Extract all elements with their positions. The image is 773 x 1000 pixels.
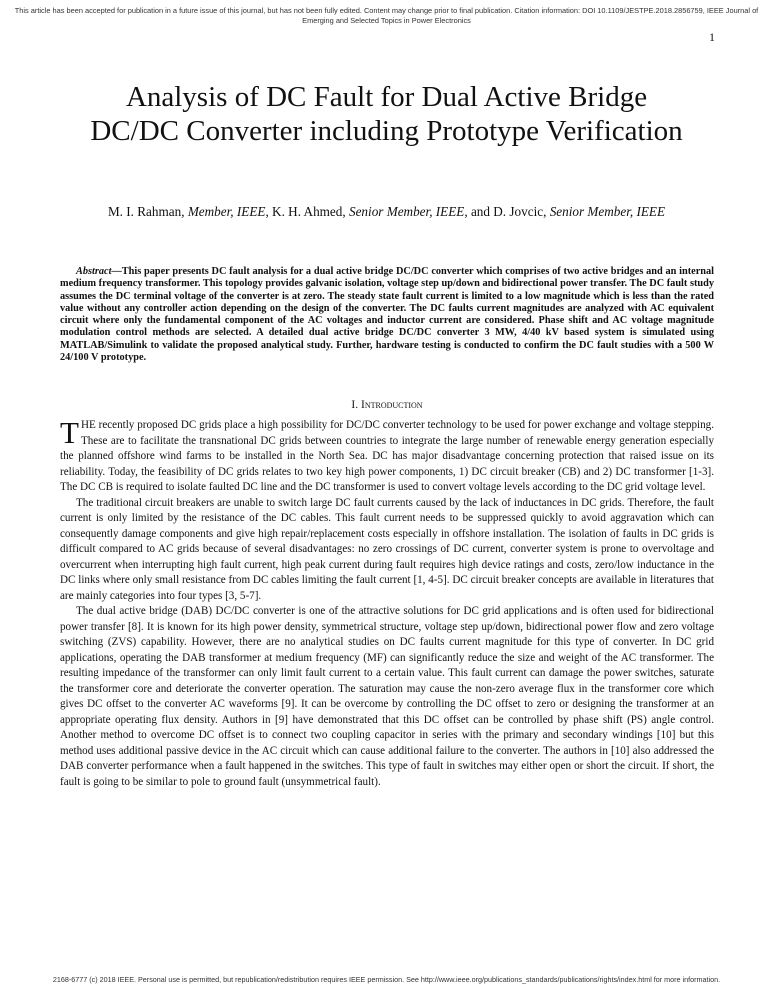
page-number: 1 [709,30,715,44]
section-number: I. [351,399,359,411]
paragraph: The dual active bridge (DAB) DC/DC converter is one of the attractive solutions for DC grid applications and is often used for bidirectional power transfer [8]. It is known for its high power density, symmetrical structure, voltage step up/down, bidirectional power flow and zero voltage switching (ZVS) capability. However, there are no analytical studies on DC faults current magnitude for this type of converter. In DC grid applications, operating the DAB transformer at medium frequency (MF) can significantly reduce the size and weight of the AC transformer. The resulting impedance of the transformer can only limit fault current to a certain value. This fault current can damage the power switches, saturate the transformer core and deteriorate the converter operation. The saturation may cause the non-zero average flux in the transformer core which gives DC offset to the converter AC waveforms [9]. It can be overcome by controlling the DC offset to zero or designing the transformer at an appropriate operating flux density. Authors in [9] have demonstrated that this DC offset can be controlled by phase shift (PS) angle control. Another method to overcome DC offset is to connect two coupling capacitor in series with the primary and secondary windings [10] but this method uses additional passive device in the AC circuit which can cause additional failure to the converter. The authors in [10] also addressed the DAB converter performance when a fault happened in the switches. This type of fault in switches may either open or short the circuit. If short, the fault is going to be similar to pole to ground fault (unsymmetrical fault). [60,605,714,788]
author-name: D. Jovcic [493,204,544,219]
author-name: K. H. Ahmed [272,204,343,219]
author-name: M. I. Rahman [107,204,182,219]
abstract-text: This paper presents DC fault analysis for a dual active bridge DC/DC converter which comprises of two active bridges and an internal medium frequency transformer. This topology provides galvanic isolation, voltage step up/down and bidirectional power transfer. The DC fault study assumes the DC terminal voltage of the converter is at zero. The steady state fault current is limited to a low magnitude which is less than the rated value without any controller action depending on the design of the converter. The DC faults current magnitudes are analyzed with AC equivalent circuit where only the fundamental component of the AC voltages and inductor current are considered. Phase shift and AC voltage magnitude modulation control methods are selected. A detailed dual active bridge DC/DC converter 3 MW, 4/40 kV based system is simulated using MATLAB/Simulink to validate the proposed analytical study. Further, hardware testing is conducted to confirm the DC fault studies with a 500 W 24/100 V prototype. [60,266,714,364]
abstract-label: Abstract— [76,266,122,277]
paragraph: THE recently proposed DC grids place a high possibility for DC/DC converter technology to be used for power exchange and voltage stepping. These are to facilitate the transnational DC grids between countries to integrate the large number of renewable energy generation especially the planned offshore wind farms to be installed in the North Sea. DC has major disadvantage concerning protection that raised issue on its reliability. Today, the feasibility of DC grids relates to two key high power components, 1) DC circuit breaker (CB) and 2) DC transformer [1-3]. The DC CB is required to isolate faulted DC line and the DC transformer is used to convert voltage levels according to the DC grid voltage level. [60,415,714,493]
publication-notice: This article has been accepted for publication in a future issue of this journal, but has not been fully edited. Content may change prior to final publication. Citation information: DOI 10.1109/JESTPE.2018.2856759, IEEE Journal of Emerging and Selected Topics in Power Electronics [14,6,759,25]
paper-title: Analysis of DC Fault for Dual Active Bridge DC/DC Converter including Prototype Verification [90,81,683,147]
body-text [60,415,714,790]
abstract [60,266,714,364]
section-title: Introduction [360,399,423,411]
author-role: Senior Member, IEEE [348,204,465,219]
author-list: M. I. Rahman, Member, IEEE, K. H. Ahmed, Senior Member, IEEE, and D. Jovcic, Senior Member, IEEE [107,204,666,219]
copyright-footer: 2168-6777 (c) 2018 IEEE. Personal use is permitted, but republication/redistribution requires IEEE permission. See http://www.ieee.org/publications_standards/publications/rights/index.html for more information. [52,975,721,984]
drop-cap: T [60,415,79,450]
author-role: Member, IEEE [187,204,266,219]
section-heading [60,399,714,411]
paragraph: The traditional circuit breakers are unable to switch large DC fault currents caused by the lack of inductances in DC grids. Therefore, the fault current is only limited by the resistance of the DC cables. This fault current needs to be suppressed quickly to avoid aggravation which can consequently damage components and give high repair/replacement costs especially in offshore installation. The isolation of faults in DC grids is difficult compared to AC grids because of several disadvantages: no zero crossings of DC current, converter system is prone to overvoltage and overcurrent when interrupting high fault current, high peak current during fault requires high device ratings and costs, zero/low inductance in the DC links where only small resistance from DC cables limiting the fault current [1, 4-5]. DC circuit breaker concepts are available in literatures that are mainly categories into four types [3, 5-7]. [60,496,714,602]
author-role: Senior Member, IEEE [549,204,666,219]
